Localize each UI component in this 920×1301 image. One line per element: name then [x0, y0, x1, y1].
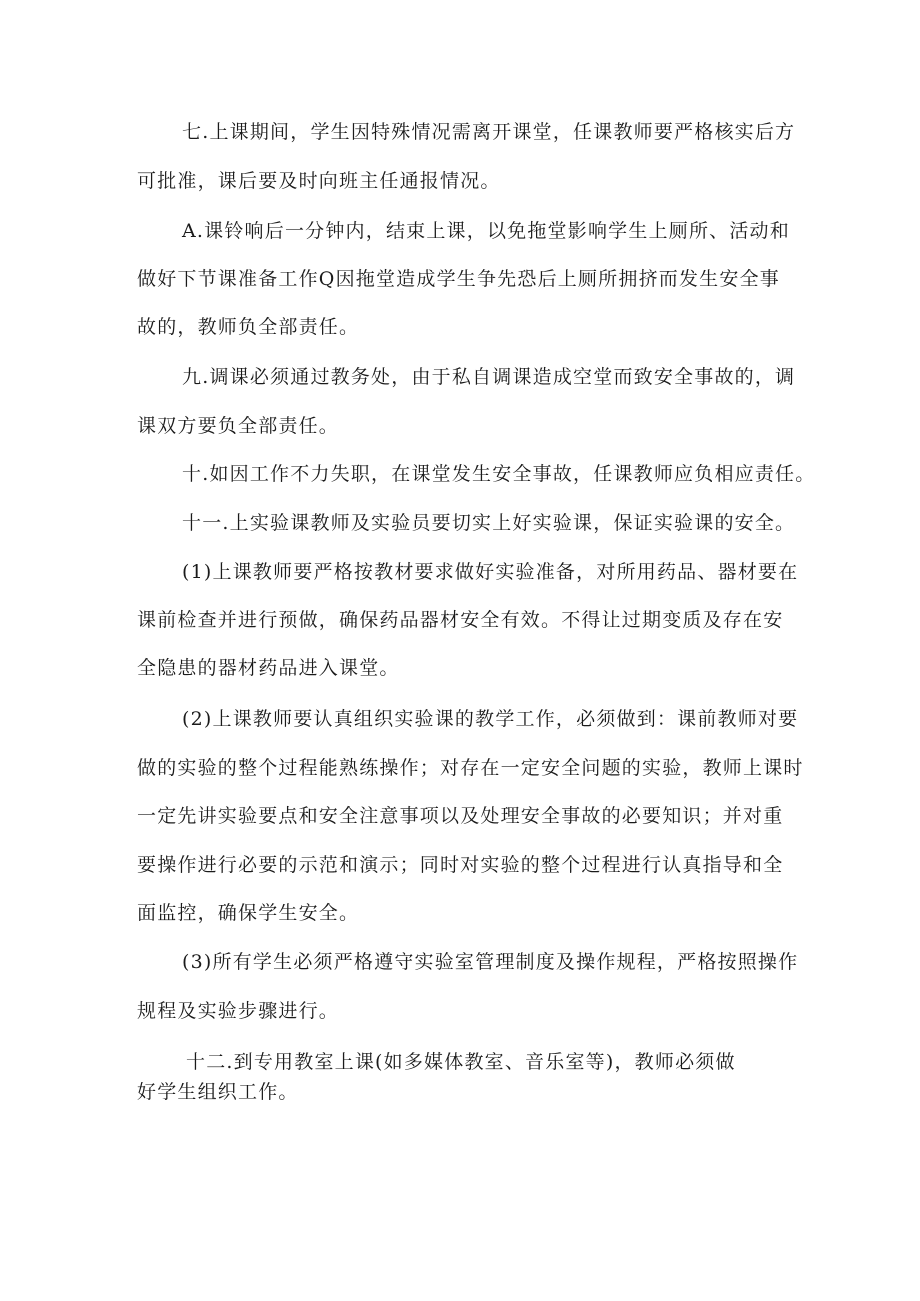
- paragraph-9-line-1: 九.调课必须通过教务处，由于私自调课造成空堂而致安全事故的，调: [182, 366, 796, 388]
- paragraph-7-line-2: 可批准，课后要及时向班主任通报情况。: [137, 170, 501, 192]
- paragraph-a-line-2: 做好下节课准备工作Q因拖堂造成学生争先恐后上厕所拥挤而发生安全事: [137, 268, 780, 290]
- paragraph-11-2-line-1: (2)上课教师要认真组织实验课的教学工作，必须做到：课前教师对要: [182, 708, 799, 730]
- paragraph-11-1-line-1: (1)上课教师要严格按教材要求做好实验准备，对所用药品、器材要在: [182, 561, 799, 583]
- paragraph-11-2-line-3: 一定先讲实验要点和安全注意事项以及处理安全事故的必要知识；并对重: [137, 805, 784, 827]
- paragraph-12-line-2: 好学生组织工作。: [137, 1081, 299, 1103]
- paragraph-11-3-line-2: 规程及实验步骤进行。: [137, 1000, 340, 1022]
- paragraph-10-line-1: 十.如因工作不力失职，在课堂发生安全事故，任课教师应负相应责任。: [182, 463, 816, 485]
- paragraph-11-1-line-3: 全隐患的器材药品进入课堂。: [137, 657, 400, 679]
- paragraph-11-2-line-5: 面监控，确保学生安全。: [137, 902, 360, 924]
- paragraph-a-line-3: 故的，教师负全部责任。: [137, 316, 360, 338]
- paragraph-11-3-line-1: (3)所有学生必须严格遵守实验室管理制度及操作规程，严格按照操作: [182, 951, 799, 973]
- paragraph-11-2-line-4: 要操作进行必要的示范和演示；同时对实验的整个过程进行认真指导和全: [137, 854, 784, 876]
- paragraph-7-line-1: 七.上课期间，学生因特殊情况需离开课堂，任课教师要严格核实后方: [182, 121, 796, 143]
- paragraph-12-line-1: 十二.到专用教室上课(如多媒体教室、音乐室等)，教师必须做: [186, 1051, 736, 1073]
- paragraph-11-1-line-2: 课前检查并进行预做，确保药品器材安全有效。不得让过期变质及存在安: [137, 609, 784, 631]
- paragraph-9-line-2: 课双方要负全部责任。: [137, 415, 340, 437]
- paragraph-11-2-line-2: 做的实验的整个过程能熟练操作；对存在一定安全问题的实验，教师上课时: [137, 757, 804, 779]
- paragraph-11-line-1: 十一.上实验课教师及实验员要切实上好实验课，保证实验课的安全。: [182, 512, 796, 534]
- paragraph-a-line-1: A.课铃响后一分钟内，结束上课，以免拖堂影响学生上厕所、活动和: [182, 220, 790, 242]
